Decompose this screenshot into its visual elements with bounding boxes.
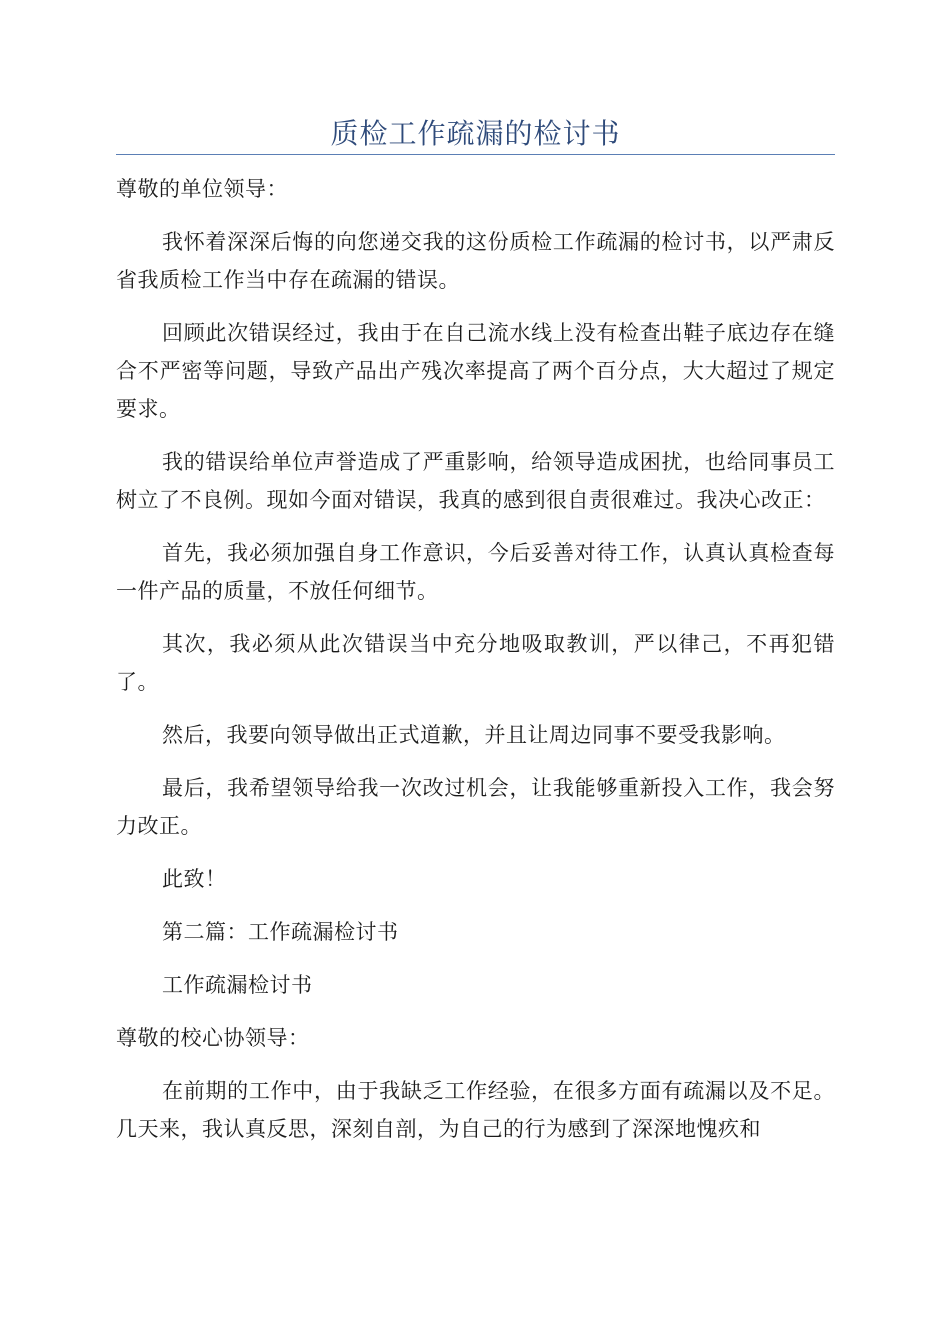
paragraph: 最后，我希望领导给我一次改过机会，让我能够重新投入工作，我会努力改正。 [116,776,835,838]
closing: 此致！ [162,867,227,891]
paragraph: 首先，我必须加强自身工作意识，今后妥善对待工作，认真认真检查每一件产品的质量，不放任何细节。 [116,541,835,603]
bottom-margin [0,1214,950,1344]
title-underline [116,154,835,155]
salutation: 尊敬的校心协领导： [116,1026,310,1050]
paragraph: 在前期的工作中，由于我缺乏工作经验，在很多方面有疏漏以及不足。几天来，我认真反思，深刻自剖，为自己的行为感到了深深地愧疚和 [116,1079,835,1141]
paragraph: 其次，我必须从此次错误当中充分地吸取教训，严以律己，不再犯错了。 [116,632,835,694]
document-body [116,170,835,1148]
paragraph: 然后，我要向领导做出正式道歉，并且让周边同事不要受我影响。 [162,723,786,747]
subtitle: 工作疏漏检讨书 [162,973,313,997]
paragraph: 我的错误给单位声誉造成了严重影响，给领导造成困扰，也给同事员工树立了不良例。现如今面对错误，我真的感到很自责很难过。我决心改正： [116,450,835,512]
document-title: 质检工作疏漏的检讨书 [330,117,621,150]
paragraph: 我怀着深深后悔的向您递交我的这份质检工作疏漏的检讨书，以严肃反省我质检工作当中存在疏漏的错误。 [116,230,835,292]
section-heading: 第二篇：工作疏漏检讨书 [162,920,399,944]
salutation: 尊敬的单位领导： [116,177,288,201]
paragraph: 回顾此次错误经过，我由于在自己流水线上没有检查出鞋子底边存在缝合不严密等问题，导致产品出产残次率提高了两个百分点，大大超过了规定要求。 [116,321,835,421]
